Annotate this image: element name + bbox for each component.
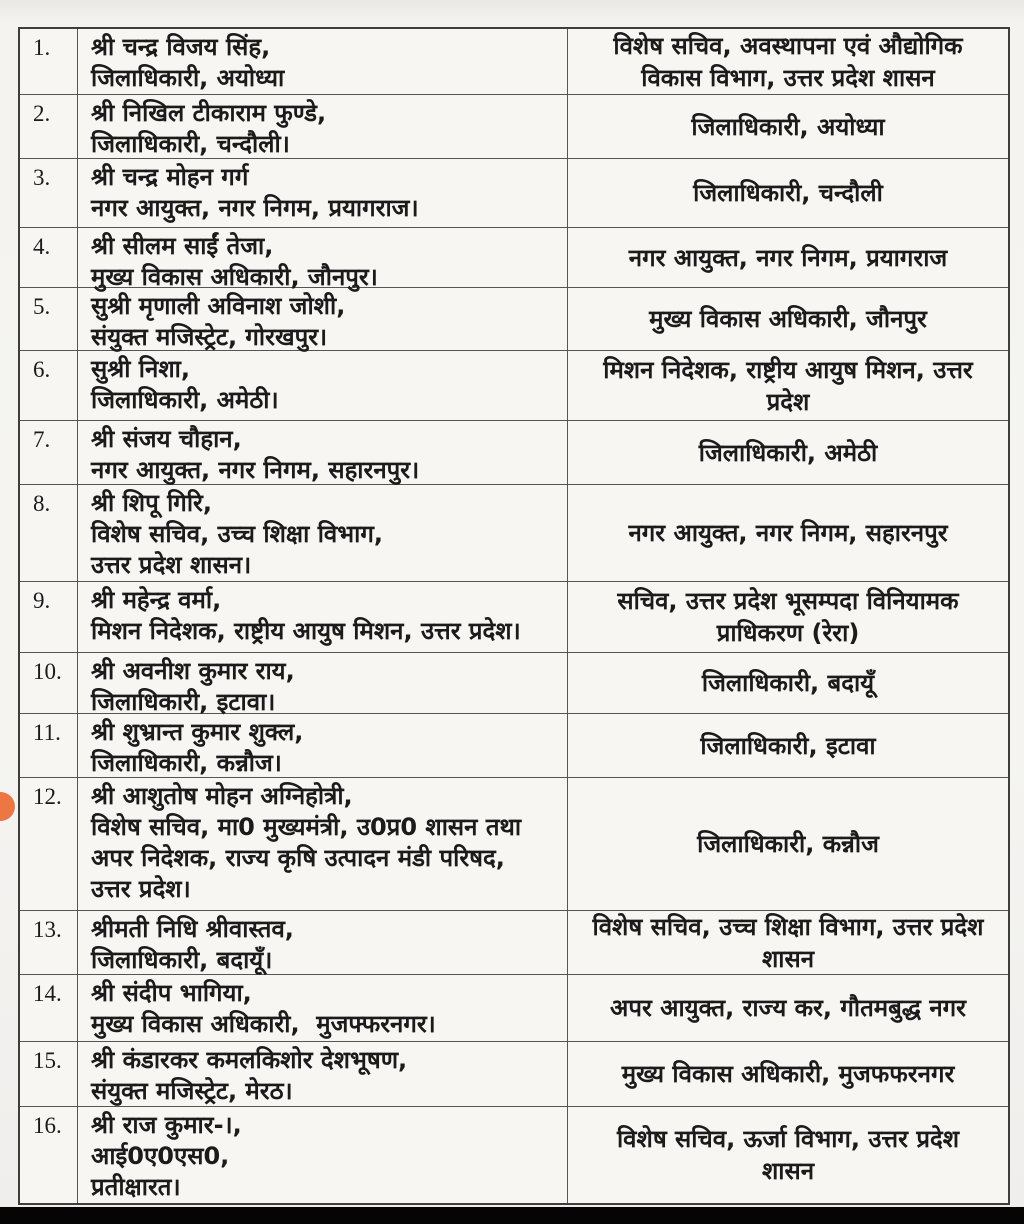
new-posting-text: नगर आयुक्त, नगर निगम, प्रयागराज <box>628 243 948 272</box>
serial-number: 8. <box>33 491 51 516</box>
new-posting-text: मुख्य विकास अधिकारी, मुजफफरनगर <box>621 1060 955 1088</box>
serial-number: 16. <box>33 1113 62 1138</box>
officer-details <box>77 421 567 484</box>
officer-line: श्री चन्द्र विजय सिंह, <box>91 33 271 61</box>
new-posting-text: मिशन निदेशक, राष्ट्रीय आयुष मिशन, उत्तर प्रदेश <box>603 355 973 416</box>
officer-details <box>77 95 567 158</box>
officer-line: उत्तर प्रदेश। <box>91 875 191 903</box>
table-row <box>20 581 1008 652</box>
new-posting <box>567 911 1008 974</box>
officer-details <box>77 1042 567 1106</box>
officer-line: नगर आयुक्त, नगर निगम, प्रयागराज। <box>91 194 419 222</box>
officer-line: श्री शिपू गिरि, <box>91 489 212 517</box>
officer-line: श्री संजय चौहान, <box>91 425 242 453</box>
new-posting <box>567 714 1008 777</box>
officer-line: जिलाधिकारी, अयोध्या <box>91 64 285 92</box>
officer-line: जिलाधिकारी, बदायूँ। <box>91 946 273 974</box>
new-posting-text: जिलाधिकारी, अयोध्या <box>691 112 885 141</box>
table-row <box>20 287 1008 350</box>
table-row <box>20 974 1008 1041</box>
officer-line: जिलाधिकारी, कन्नौज। <box>91 749 282 777</box>
serial-number: 4. <box>33 234 51 259</box>
new-posting <box>567 582 1008 652</box>
officer-line: मुख्य विकास अधिकारी, मुजफ्फरनगर। <box>91 1010 436 1038</box>
officer-details <box>77 911 567 974</box>
officer-line: मिशन निदेशक, राष्ट्रीय आयुष मिशन, उत्तर प्रदेश। <box>91 617 521 645</box>
new-posting <box>567 778 1008 910</box>
officer-details <box>77 159 567 227</box>
officer-details <box>77 1107 567 1203</box>
new-posting-text: विशेष सचिव, अवस्थापना एवं औद्योगिक विकास विभाग, उत्तर प्रदेश शासन <box>613 31 963 92</box>
officer-line: अपर निदेशक, राज्य कृषि उत्पादन मंडी परिषद, <box>91 844 505 872</box>
new-posting <box>567 975 1008 1041</box>
officer-line: जिलाधिकारी, इटावा। <box>91 688 276 716</box>
table-row <box>20 158 1008 227</box>
table-row <box>20 777 1008 910</box>
officer-line: मुख्य विकास अधिकारी, जौनपुर। <box>91 263 378 291</box>
officer-line: संयुक्त मजिस्ट्रेट, मेरठ। <box>91 1077 293 1105</box>
serial-number: 2. <box>33 101 51 126</box>
serial-number: 13. <box>33 917 62 942</box>
officer-line: श्री आशुतोष मोहन अग्निहोत्री, <box>91 782 353 810</box>
new-posting <box>567 485 1008 581</box>
serial-number: 11. <box>33 720 61 745</box>
officer-details <box>77 653 567 716</box>
table-row <box>20 652 1008 716</box>
officer-line: श्रीमती निधि श्रीवास्तव, <box>91 915 294 943</box>
table-row <box>20 1041 1008 1106</box>
table-row <box>20 420 1008 484</box>
officer-line: विशेष सचिव, मा0 मुख्यमंत्री, उ0प्र0 शासन तथा <box>91 813 522 841</box>
new-posting-text: जिलाधिकारी, इटावा <box>700 731 876 760</box>
officer-details <box>77 29 567 94</box>
officer-line: श्री संदीप भागिया, <box>91 979 252 1007</box>
new-posting-text: जिलाधिकारी, चन्दौली <box>693 179 883 207</box>
officer-line: श्री अवनीश कुमार राय, <box>91 657 295 685</box>
officer-line: श्री राज कुमार-।, <box>91 1111 242 1139</box>
serial-number: 7. <box>33 427 51 452</box>
new-posting <box>567 228 1008 287</box>
officer-line: श्री महेन्द्र वर्मा, <box>91 586 222 614</box>
officer-line: श्री सीलम साईं तेजा, <box>91 232 274 260</box>
serial-number: 5. <box>33 294 51 319</box>
table-row <box>20 1106 1008 1203</box>
officer-line: श्री चन्द्र मोहन गर्ग <box>91 163 249 191</box>
officer-line: जिलाधिकारी, चन्दौली। <box>91 130 290 158</box>
new-posting <box>567 95 1008 158</box>
new-posting <box>567 1107 1008 1203</box>
table-row <box>20 910 1008 974</box>
new-posting-text: अपर आयुक्त, राज्य कर, गौतमबुद्ध नगर <box>609 994 966 1022</box>
new-posting-text: नगर आयुक्त, नगर निगम, सहारनपुर <box>628 519 948 547</box>
officer-line: जिलाधिकारी, अमेठी। <box>91 386 279 414</box>
table-row <box>20 350 1008 420</box>
new-posting <box>567 288 1008 350</box>
officer-details <box>77 288 567 350</box>
officer-details <box>77 351 567 420</box>
serial-number: 3. <box>33 165 51 190</box>
officer-line: सुश्री निशा, <box>91 355 190 383</box>
new-posting <box>567 351 1008 420</box>
new-posting <box>567 159 1008 227</box>
new-posting <box>567 29 1008 94</box>
new-posting-text: जिलाधिकारी, बदायूँ <box>701 669 875 697</box>
new-posting <box>567 421 1008 484</box>
new-posting-text: जिलाधिकारी, कन्नौज <box>697 830 879 858</box>
officer-line: प्रतीक्षारत। <box>91 1173 181 1201</box>
new-posting-text: सचिव, उत्तर प्रदेश भूसम्पदा विनियामक प्राधिकरण (रेरा) <box>617 587 959 647</box>
new-posting-text: विशेष सचिव, उच्च शिक्षा विभाग, उत्तर प्रदेश शासन <box>592 912 984 973</box>
officer-line: श्री शुभ्रान्त कुमार शुक्ल, <box>91 718 304 746</box>
table-row <box>20 713 1008 777</box>
officer-line: विशेष सचिव, उच्च शिक्षा विभाग, <box>91 520 383 548</box>
new-posting-text: विशेष सचिव, ऊर्जा विभाग, उत्तर प्रदेश शासन <box>616 1125 960 1185</box>
new-posting-text: जिलाधिकारी, अमेठी <box>698 438 878 467</box>
serial-number: 1. <box>33 35 51 60</box>
new-posting <box>567 653 1008 713</box>
officer-line: आई0ए0एस0, <box>91 1142 230 1170</box>
officer-line: सुश्री मृणाली अविनाश जोशी, <box>91 292 346 320</box>
serial-number: 12. <box>33 784 62 809</box>
serial-number: 14. <box>33 981 62 1006</box>
table-row <box>20 29 1008 94</box>
officer-line: उत्तर प्रदेश शासन। <box>91 551 252 579</box>
table-row <box>20 94 1008 158</box>
table-row <box>20 484 1008 581</box>
officer-details <box>77 228 567 291</box>
officer-line: संयुक्त मजिस्ट्रेट, गोरखपुर। <box>91 323 328 351</box>
camera-overlay-dot <box>0 792 15 821</box>
officer-details <box>77 485 567 581</box>
serial-number: 10. <box>33 659 62 684</box>
serial-number: 6. <box>33 357 51 382</box>
officer-line: नगर आयुक्त, नगर निगम, सहारनपुर। <box>91 456 420 484</box>
new-posting <box>567 1042 1008 1106</box>
new-posting-text: मुख्य विकास अधिकारी, जौनपुर <box>649 305 927 333</box>
officer-details <box>77 714 567 777</box>
table-row <box>20 227 1008 291</box>
officer-details <box>77 975 567 1041</box>
serial-number: 9. <box>33 588 51 613</box>
officer-line: श्री निखिल टीकाराम फुण्डे, <box>91 99 327 127</box>
officer-line: श्री कंडारकर कमलकिशोर देशभूषण, <box>91 1046 408 1074</box>
letterbox-bar <box>0 1207 1024 1224</box>
officer-details <box>77 778 567 910</box>
officer-details <box>77 582 567 652</box>
transfer-table <box>18 27 1010 1205</box>
serial-number: 15. <box>33 1048 62 1073</box>
